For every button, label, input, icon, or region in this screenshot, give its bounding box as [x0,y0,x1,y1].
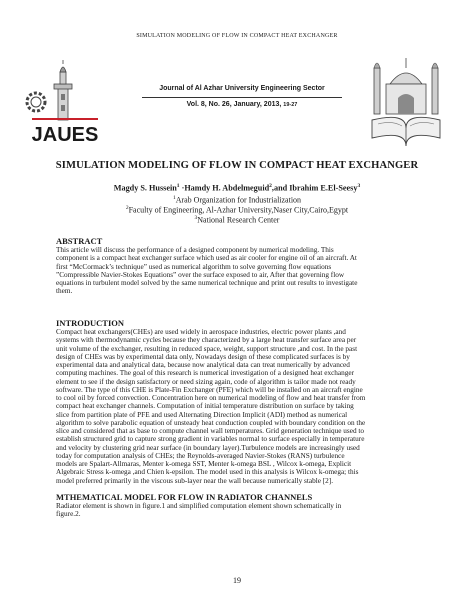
text-line: experimental data and analytical data, because now analytical data can treat numerically by advanced [56,361,350,369]
author-name: Hamdy H. Abdelmeguid [184,183,270,193]
text-line: model preferred primarily in the viscous sub-layer near the wall because numerically stable [2]. [56,476,334,485]
text-line: establish structured grid to capture strong gradient in variables normal to surface especially in temperature [56,435,365,444]
author-separator: ,and [271,183,290,193]
author-name: Ibrahim E.El-Seesy [289,183,358,193]
journal-name: Journal of Al Azhar University Engineering Sector [159,85,325,92]
text-line: unit volume of the exchanger, resulting in reduced space, weight, support structure ,and cost. In the past [56,344,358,353]
paper-title: SIMULATION MODELING OF FLOW IN COMPACT HEAT EXCHANGER [55,160,419,171]
text-line: computing machines. The goal of this research is numerical investigation of a designed heat exchanger [56,369,355,378]
author-sup: 3 [357,183,361,189]
university-emblem [358,54,454,154]
text-line: figure.2. [56,510,81,519]
affiliation-text: National Research Center [197,215,280,225]
text-line: This article will discuss the performance of a designed component by numerical modeling. This [56,246,334,254]
author-name: Magdy S. Hussein [113,183,177,193]
introduction-heading: INTRODUCTION [56,318,125,328]
text-line: today for computation analysis of CHEs; the Reynolds-averaged Navier-Stokes (RANS) turbulence [56,451,345,460]
affiliation-sup: 3 [194,215,198,221]
introduction-body [56,328,424,485]
text-line: design of CHEs was by experimental data only, Nowadays design of these complicated surfaces is by [56,352,350,361]
text-line: to cool oil by forced convection. Concentration here on numerical modeling of flow and heat transfer from [56,394,366,402]
model-section-heading: MTHEMATICAL MODEL FOR FLOW IN RADIATOR CHANNELS [56,492,313,502]
affiliation-text: Arab Organization for Industrialization [175,195,302,205]
jaues-logo [16,58,114,156]
text-line: ”Compressible Navier-Stokes Equations” over the surface exposed to air, After that governing flow [56,270,345,279]
text-line: slice and considered that as base to compute channel wall temperatures. Grid generation technique used to [56,427,365,435]
text-line: Algebraic Stress k-omega ,and Chien k-epsilon. The model used in this analysis is Wilcox k-omega; this [56,468,359,477]
text-line: Radiator element is shown in figure.1 and simplified computation element shown schematically in [56,502,342,510]
text-line: component is a compact heat exchanger surface which used as air cooler for engine oil of an aircraft. At [56,254,357,263]
text-line: models are Spalart-Allmaras, Menter k-omega SST, Menter k-omega BSL , Wilcox k-omega, Explicit [56,460,352,468]
text-line: them. [56,287,73,296]
page-number: 19 [233,576,241,585]
running-head: SIMULATION MODELING OF FLOW IN COMPACT HEAT EXCHANGER [136,33,338,39]
text-line: Compact heat exchangers(CHEs) are used widely in aerospace industries, electric power plants ,and [56,328,346,336]
text-line: first “McCormack’s technique” used as numerical algorithm to solve governing flow equations [56,262,332,271]
affiliation [0,195,474,205]
abstract-body [56,246,424,296]
affiliation-sup: 1 [172,195,176,201]
journal-pages: 19-27 [283,102,298,108]
affiliation [0,215,474,225]
text-line: and velocity by clustering grid near surface (in boundary layer).Turbulence models are increasingly used [56,443,360,452]
journal-volume-line [142,101,342,108]
author-sup: 1 [176,183,180,189]
journal-header [142,85,342,108]
jaues-logo-text: JAUES [31,124,99,146]
text-line: software. The type of this CHE is Plate-Fin Exchanger (PFE) which will be installed on an aircraft engine [56,385,363,394]
affiliation-sup: 2 [125,205,129,211]
affiliation-text: Faculty of Engineering, Al-Azhar University,Naser City,Cairo,Egypt [128,205,349,215]
text-line: compact heat exchanger channels. Computation of initial temperature distribution on surface by taking [56,402,354,411]
journal-rule [142,97,342,98]
text-line: slice from partition plate of PFE and used Alternating Direction Implicit (ADI) method as numerical [56,410,348,419]
authors-line [0,183,474,193]
abstract-heading: ABSTRACT [56,236,103,246]
text-line: algorithm to solve parabolic equation of unsteady heat conduction coupled with boundary condition on the [56,418,366,427]
affiliation [0,205,474,215]
text-line: element to see if the design satisfactory or need sizing again, code of algorithm is tailor made not ready [56,377,356,386]
author-separator: · [179,183,185,193]
model-section-body [56,502,424,519]
text-line: systems with thermodynamic cycles because they characterized by a large heat transfer surface area per [56,336,357,345]
text-line: equations in turbulent model solved by the same numerical technique and print out results to investigate [56,279,358,287]
journal-volume: Vol. 8, No. 26, January, 2013, [186,101,282,108]
author-sup: 2 [269,183,272,189]
